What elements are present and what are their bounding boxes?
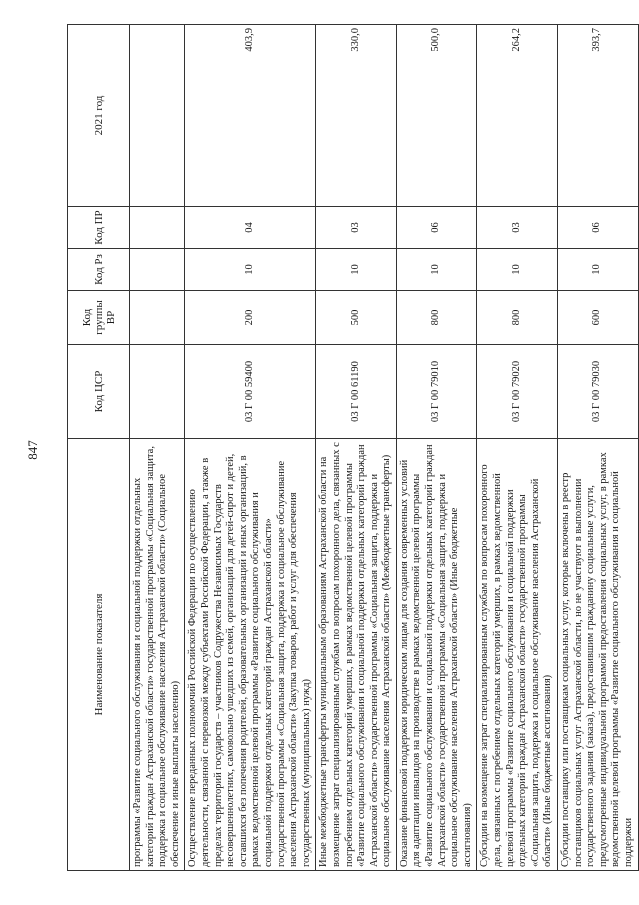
page-number: 847 bbox=[25, 440, 40, 460]
cell-csr: 03 Г 00 79030 bbox=[558, 345, 639, 439]
cell-name: Иные межбюджетные трансферты муниципальным образованиям Астраханской области на возмещение затрат специализированным службам по вопросам похоронного дела, связанных с погребением отдельных категорий умерших, в рамках ведомственной целевой программы «Развитие социального обслуживания и социальной поддержки отдельных категорий граждан Астраханской области» государственной программы «Социальная защита, поддержка и социальное обслуживание населения Астраханской области» (Межбюджетные трансферты) bbox=[316, 439, 397, 871]
cell-csr: 03 Г 00 79010 bbox=[396, 345, 477, 439]
header-vr: Код группы ВР bbox=[68, 291, 130, 345]
cell-pr: 04 bbox=[185, 207, 316, 249]
cell-amount: 330,0 bbox=[316, 25, 397, 207]
cell-vr: 200 bbox=[185, 291, 316, 345]
cell-vr: 800 bbox=[396, 291, 477, 345]
cell-name: Оказание финансовой поддержки юридическим лицам для создания современных условий для адаптации инвалидов на производстве в рамках ведомственной целевой программы «Развитие социального обслуживания и социальной поддержки отдельных категорий граждан Астраханской области» государственной программы «Социальная защита, поддержка и социальное обслуживание населения Астраханской области» (Иные бюджетные ассигнования) bbox=[396, 439, 477, 871]
cell-amount: 264,2 bbox=[477, 25, 558, 207]
header-pr: Код ПР bbox=[68, 207, 130, 249]
header-rz: Код Рз bbox=[68, 249, 130, 291]
cell-csr: 03 Г 00 59400 bbox=[185, 345, 316, 439]
cell-vr bbox=[130, 291, 185, 345]
header-csr: Код ЦСР bbox=[68, 345, 130, 439]
cell-pr: 03 bbox=[477, 207, 558, 249]
cell-amount: 403,9 bbox=[185, 25, 316, 207]
cell-name: Субсидии на возмещение затрат специализированным службам по вопросам похоронного дела, связанных с погребением отдельных категорий умерших, в рамках ведомственной целевой программы «Развитие социального обслуживания и социальной поддержки отдельных категорий граждан Астраханской области» государственной программы «Социальная защита, поддержка и социальное обслуживание населения Астраханской области» (Иные бюджетные ассигнования) bbox=[477, 439, 558, 871]
cell-rz bbox=[130, 249, 185, 291]
cell-vr: 600 bbox=[558, 291, 639, 345]
cell-amount: 393,7 bbox=[558, 25, 639, 207]
cell-name: Субсидии поставщику или поставщикам социальных услуг, которые включены в реестр поставщиков социальных услуг Астраханской области, но не участвуют в выполнении государственного задания (заказа), предоставившим гражданину социальные услуги, предусмотренные индивидуальной программой предоставления социальных услуг, в рамках ведомственной целевой программы «Развитие социального обслуживания и социальной поддержки bbox=[558, 439, 639, 871]
table-header-row bbox=[68, 25, 130, 871]
cell-rz: 10 bbox=[316, 249, 397, 291]
table-row bbox=[558, 25, 639, 871]
header-name: Наименование показателя bbox=[68, 439, 130, 871]
table-row bbox=[185, 25, 316, 871]
cell-name: Осуществление переданных полномочий Российской Федерации по осуществлению деятельности, связанной с перевозкой между субъектами Российской Федерации, а также в пределах территорий государств – участников Содружества Независимых Государств несовершеннолетних, самовольно ушедших из семей, организаций для детей-сирот и детей, оставшихся без попечения родителей, образовательных организаций и иных организаций, в рамках ведомственной целевой программы «Развитие социального обслуживания и социальной поддержки отдельных категорий граждан Астраханской области» государственной программы «Социальная защита, поддержка и социальное обслуживание населения Астраханской области» (Закупка товаров, работ и услуг для обеспечения государственных (муниципальных) нужд) bbox=[185, 439, 316, 871]
cell-rz: 10 bbox=[185, 249, 316, 291]
table-row bbox=[477, 25, 558, 871]
table-row bbox=[316, 25, 397, 871]
cell-vr: 500 bbox=[316, 291, 397, 345]
cell-amount: 500,0 bbox=[396, 25, 477, 207]
cell-amount bbox=[130, 25, 185, 207]
cell-pr: 06 bbox=[396, 207, 477, 249]
cell-csr: 03 Г 00 79020 bbox=[477, 345, 558, 439]
cell-name: программы «Развитие социального обслуживания и социальной поддержки отдельных категорий граждан Астраханской области» государственной программы «Социальная защита, поддержка и социальное обслуживание населения Астраханской области» (Социальное обеспечение и иные выплаты населению) bbox=[130, 439, 185, 871]
cell-pr bbox=[130, 207, 185, 249]
rotated-page bbox=[67, 25, 634, 871]
cell-csr: 03 Г 00 61190 bbox=[316, 345, 397, 439]
cell-rz: 10 bbox=[396, 249, 477, 291]
table-row bbox=[130, 25, 185, 871]
cell-csr bbox=[130, 345, 185, 439]
cell-rz: 10 bbox=[477, 249, 558, 291]
table-row bbox=[396, 25, 477, 871]
cell-vr: 800 bbox=[477, 291, 558, 345]
header-year: 2021 год bbox=[68, 25, 130, 207]
cell-pr: 06 bbox=[558, 207, 639, 249]
budget-table bbox=[67, 24, 639, 871]
cell-pr: 03 bbox=[316, 207, 397, 249]
cell-rz: 10 bbox=[558, 249, 639, 291]
